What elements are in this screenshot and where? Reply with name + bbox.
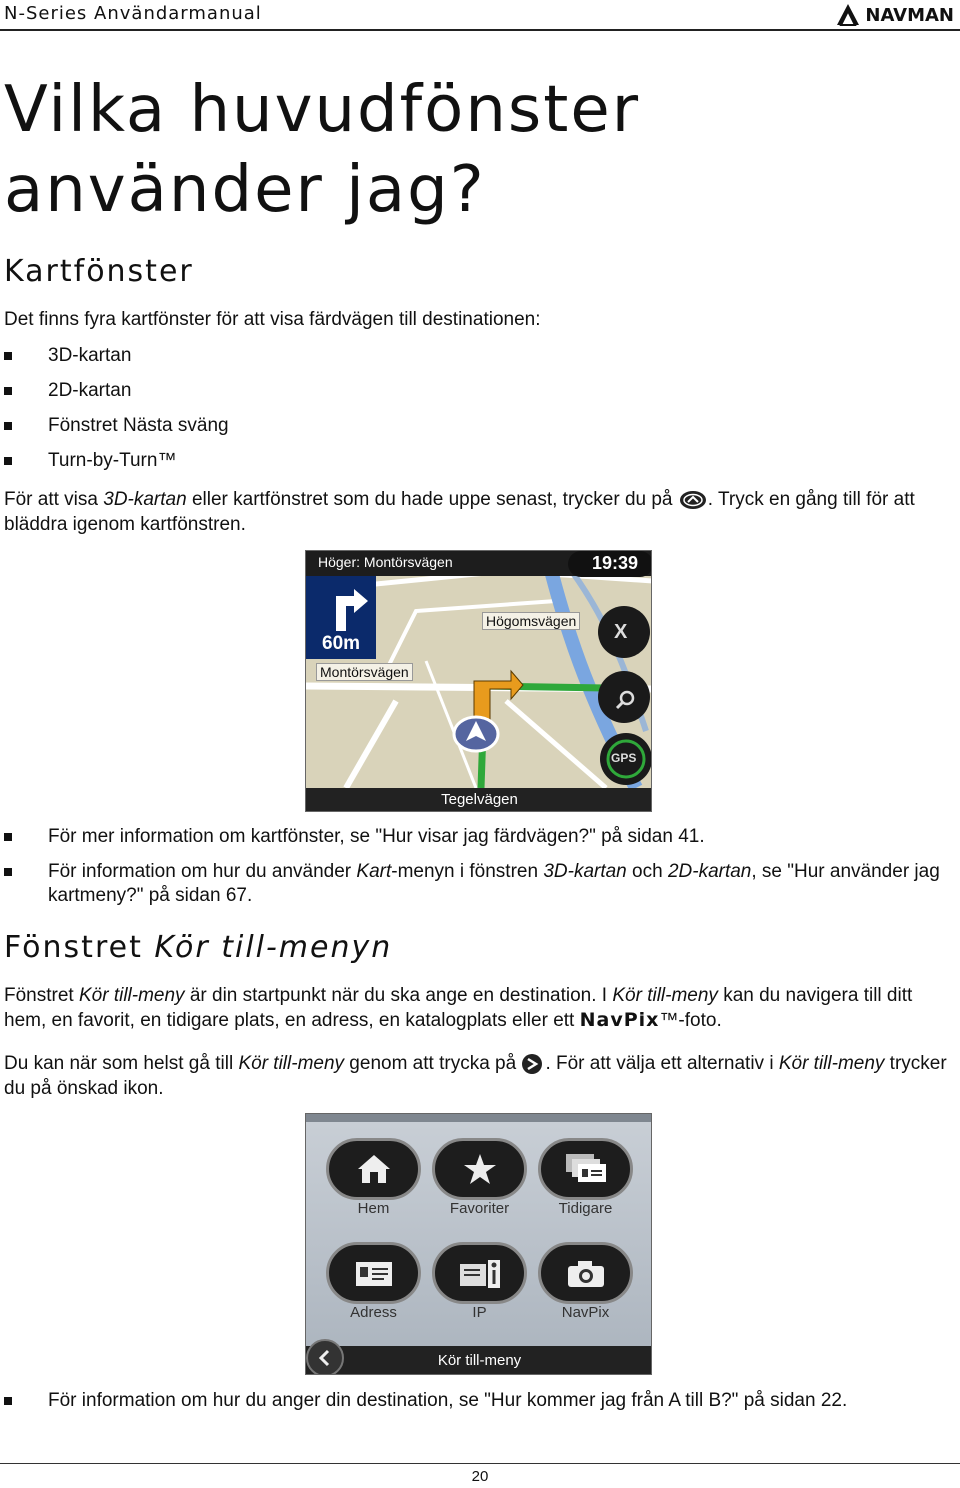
street-label: Högomsvägen [482, 612, 580, 630]
bullet-icon [4, 457, 12, 465]
map-screenshot [305, 550, 652, 812]
menu-label: IP [472, 1304, 487, 1321]
navman-logo-text: NAVMAN [865, 4, 954, 26]
search-icon[interactable] [598, 671, 650, 723]
home-button[interactable] [326, 1138, 421, 1200]
goto-button-icon [521, 1053, 545, 1075]
star-icon [463, 1152, 497, 1186]
menu-label: NavPix [561, 1304, 610, 1321]
info-card-icon [458, 1258, 502, 1290]
navman-logo [835, 2, 954, 28]
section2-paragraph1: Fönstret Kör till-meny är din startpunkt när du ska ange en destination. I Kör till-meny kan du navigera till ditt hem, en favorit, en tidigare plats, en adress, en katalogplats eller ett NavPix™-foto. [4, 985, 913, 1031]
section2-paragraph2: Du kan när som helst gå till Kör till-meny genom att trycka på . För att välja ett alternativ i Kör till-meny trycker du på önskad ikon. [4, 1053, 947, 1099]
section-heading-kor-till: Fönstret Kör till-menyn [4, 930, 393, 965]
menu-label: Tidigare [558, 1200, 613, 1217]
bullet-icon [4, 352, 12, 360]
list-item: Turn-by-Turn™ [4, 449, 944, 473]
close-icon[interactable]: X [614, 621, 628, 643]
navman-logo-icon [835, 3, 861, 27]
turn-instruction: Höger: Montörsvägen [318, 554, 453, 570]
menu-title: Kör till-meny [437, 1352, 522, 1369]
bullet-icon [4, 387, 12, 395]
clock: 19:39 [592, 553, 639, 573]
poi-button[interactable] [432, 1242, 527, 1304]
navpix-button[interactable] [538, 1242, 633, 1304]
section-heading-kartfonster: Kartfönster [4, 254, 194, 289]
list-item: För mer information om kartfönster, se "Hur visar jag färdvägen?" på sidan 41. [4, 825, 944, 849]
menu-label: Adress [350, 1304, 397, 1321]
bullet-icon [4, 1397, 12, 1405]
address-card-icon [354, 1259, 394, 1289]
distance: 60m [322, 633, 361, 654]
section1-paragraph: För att visa 3D-kartan eller kartfönstret som du hade uppe senast, trycker du på . Tryck en gång till för att bläddra igenom kartfönstren. [4, 489, 915, 535]
footer-divider [0, 1463, 960, 1464]
list-item: 3D-kartan [4, 344, 944, 368]
recent-button[interactable] [538, 1138, 633, 1200]
camera-icon [566, 1259, 606, 1289]
bullet-icon [4, 833, 12, 841]
page-title: Vilka huvudfönster använder jag? [4, 73, 640, 227]
home-icon [354, 1152, 394, 1186]
menu-label: Favoriter [449, 1200, 510, 1217]
current-street: Tegelvägen [441, 791, 518, 808]
list-item: 2D-kartan [4, 379, 944, 403]
favorites-button[interactable] [432, 1138, 527, 1200]
bullet-icon [4, 422, 12, 430]
list-item: För information om hur du använder Kart-menyn i fönstren 3D-kartan och 2D-kartan, se "Hur använder jag kartmeny?" på sidan 67. [4, 860, 944, 908]
recent-list-icon [564, 1152, 608, 1186]
gps-icon[interactable]: GPS [611, 751, 637, 765]
page-number: 20 [471, 1468, 489, 1485]
list-item: Fönstret Nästa sväng [4, 414, 944, 438]
header-title: N-Series Användarmanual [4, 3, 262, 24]
street-label: Montörsvägen [316, 663, 413, 681]
address-button[interactable] [326, 1242, 421, 1304]
header-divider [0, 29, 960, 31]
menu-label: Hem [357, 1200, 390, 1217]
bullet-icon [4, 868, 12, 876]
goto-menu-screenshot [305, 1113, 652, 1375]
map-button-icon [678, 489, 708, 511]
section1-intro: Det finns fyra kartfönster för att visa färdvägen till destinationen: [4, 309, 541, 330]
list-item: För information om hur du anger din destination, se "Hur kommer jag från A till B?" på sidan 22. [4, 1389, 944, 1413]
